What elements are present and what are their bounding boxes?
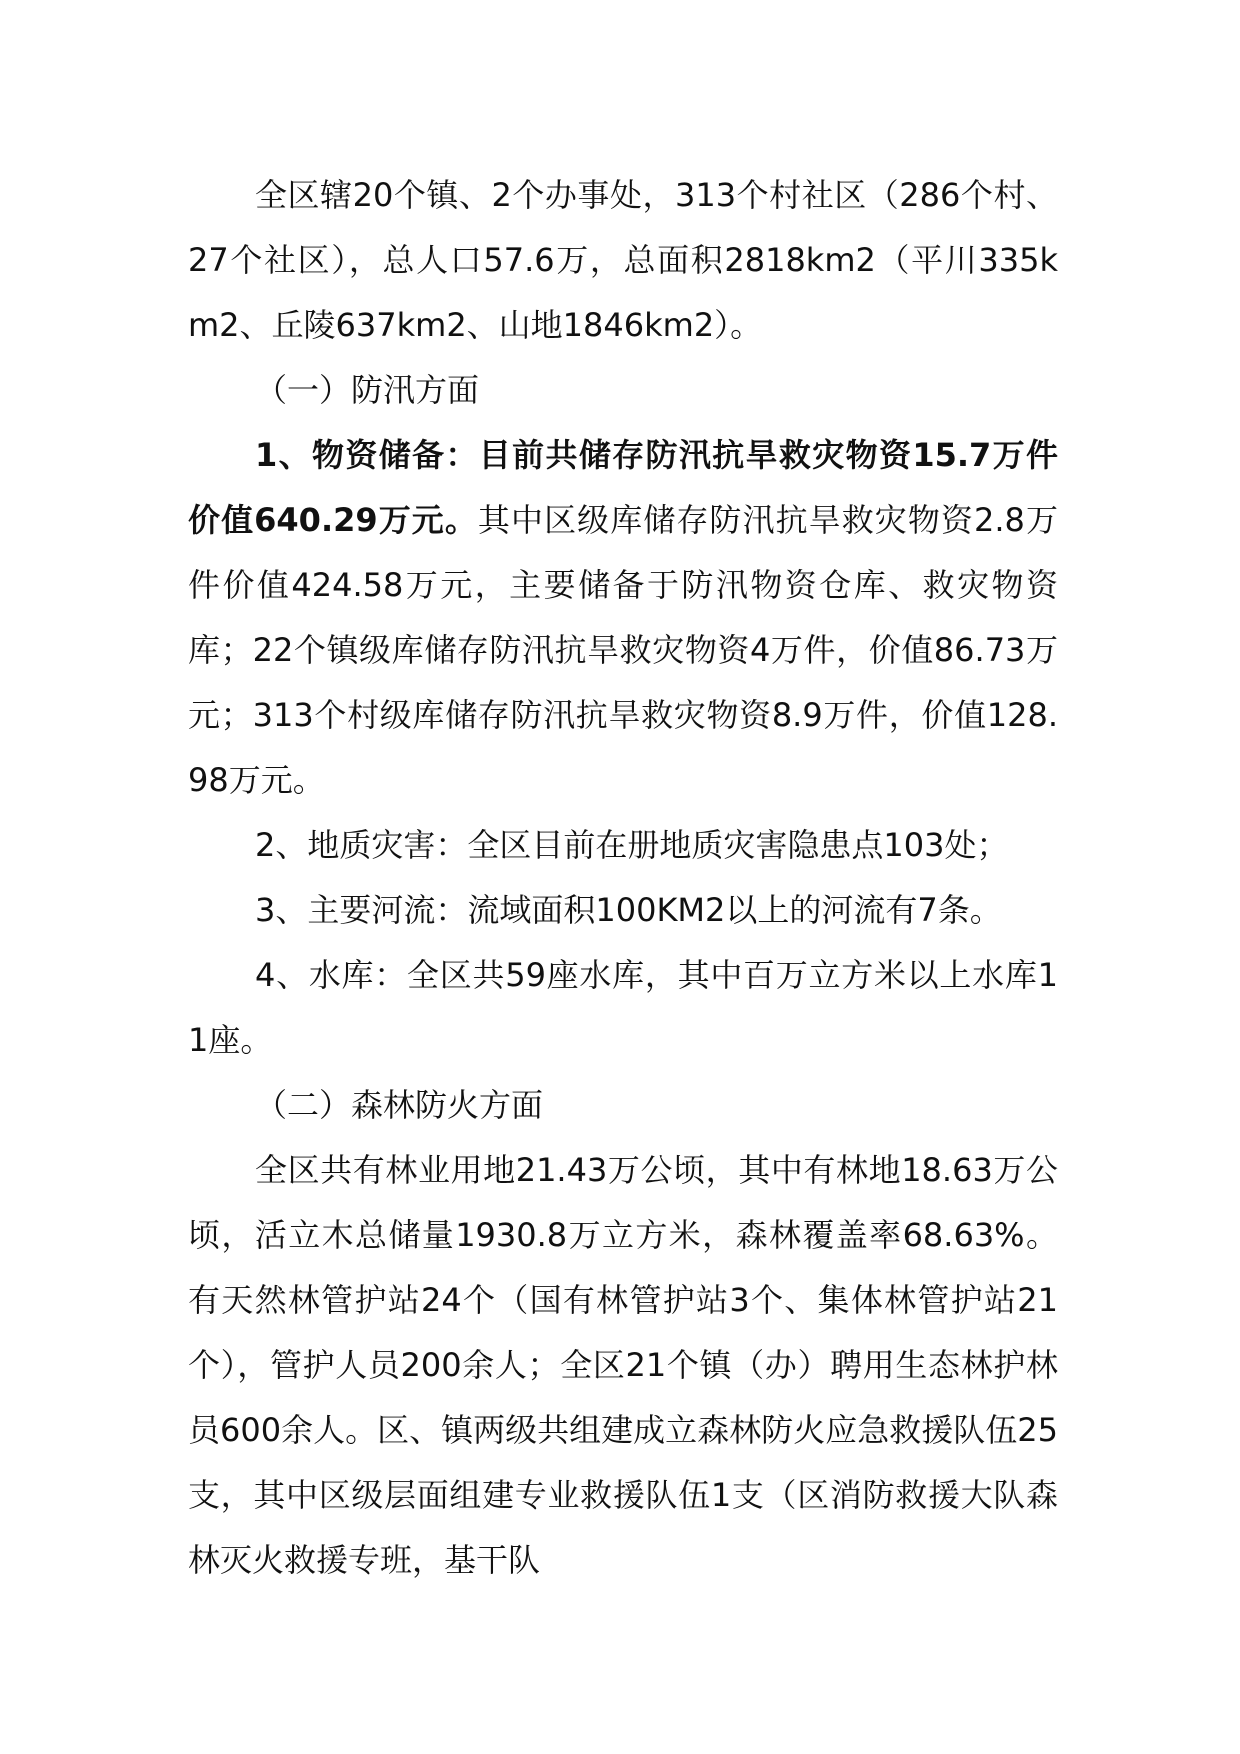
document-body [188,163,1058,1593]
paragraph-text: 全区辖20个镇、2个办事处，313个村社区（286个村、27个社区），总人口57.6万，总面积2818km2（平川335km2、丘陵637km2、山地1846km2）。 [188,176,1058,344]
paragraph-text: 2、地质灾害：全区目前在册地质灾害隐患点103处； [255,826,1009,864]
paragraph-text: 4、水库：全区共59座水库，其中百万立方米以上水库11座。 [188,956,1058,1059]
paragraph-text: 3、主要河流：流域面积100KM2以上的河流有7条。 [255,891,1002,929]
paragraph-main-rivers [188,878,1058,943]
paragraph-overview [188,163,1058,358]
paragraph-reservoirs [188,943,1058,1073]
section-heading-flood-control [188,358,1058,423]
paragraph-forest-resources [188,1138,1058,1593]
paragraph-text: 全区共有林业用地21.43万公顷，其中有林地18.63万公顷，活立木总储量1930.8万立方米，森林覆盖率68.63%。有天然林管护站24个（国有林管护站3个、集体林管护站21个），管护人员200余人；全区21个镇（办）聘用生态林护林员600余人。区、镇两级共组建成立森林防火应急救援队伍25支，其中区级层面组建专业救援队伍1支（区消防救援大队森林灭火救援专班，基干队 [188,1151,1058,1579]
paragraph-text: 其中区级库储存防汛抗旱救灾物资2.8万件价值424.58万元，主要储备于防汛物资仓库、救灾物资库；22个镇级库储存防汛抗旱救灾物资4万件，价值86.73万元；313个村级库储存防汛抗旱救灾物资8.9万件，价值128.98万元。 [188,501,1058,799]
heading-text: （一）防汛方面 [255,371,480,409]
paragraph-bold-lead: 1、物资储备：目前共储存防汛抗旱救灾物资15.7万件价值640.29万元。 [188,436,1058,539]
paragraph-material-reserve [188,423,1058,813]
paragraph-geological-hazard [188,813,1058,878]
section-heading-forest-fire [188,1073,1058,1138]
heading-text: （二）森林防火方面 [255,1086,544,1124]
